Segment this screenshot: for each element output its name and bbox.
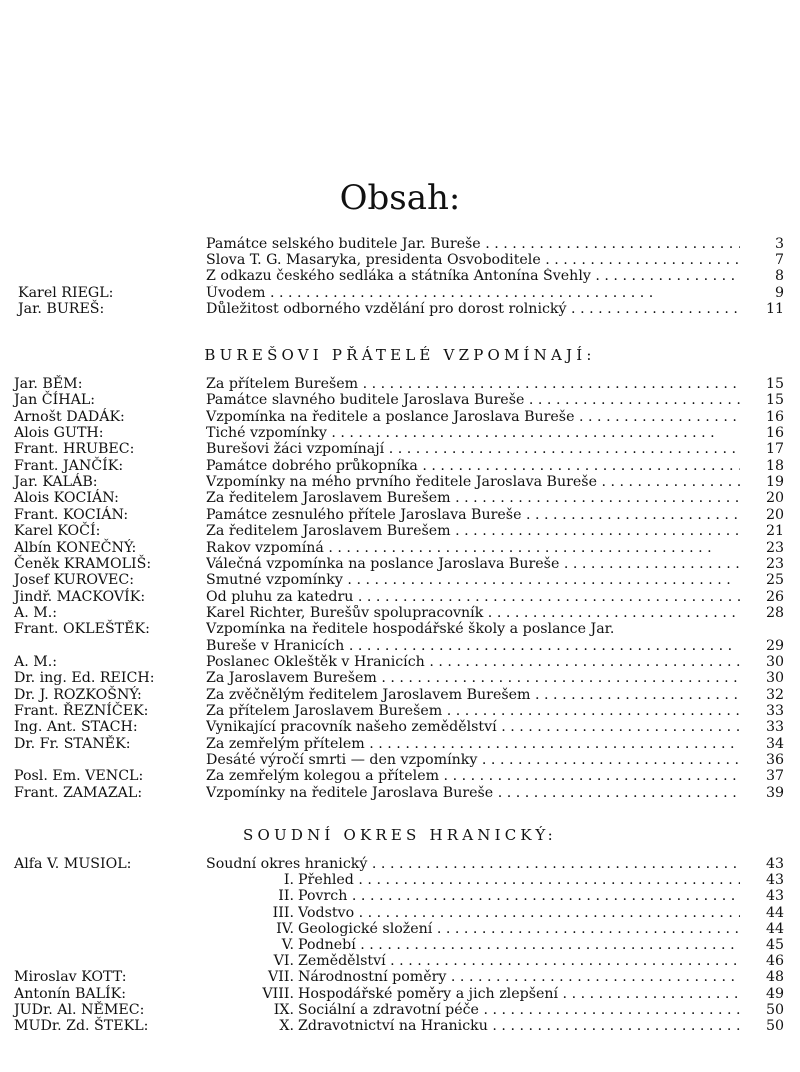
toc-row [0, 589, 800, 605]
toc-entry-title [206, 474, 740, 490]
toc-row [0, 969, 800, 985]
toc-page-number: 16 [765, 408, 784, 425]
toc-entry-title [206, 490, 740, 506]
toc-entry-title [206, 719, 740, 735]
toc-entry-text: Vynikající pracovník našeho zemědělství [206, 719, 497, 736]
toc-page-number: 34 [765, 735, 784, 752]
toc-entry-text: Památce slavného buditele Jaroslava Bureše [206, 392, 525, 409]
toc-row [0, 441, 800, 457]
toc-entry-title [206, 654, 740, 670]
toc-entry-title [206, 376, 740, 392]
toc-leader-dots [591, 268, 740, 284]
toc-leader-dots [481, 236, 740, 252]
toc-leader-dots [497, 719, 740, 735]
toc-page-number: 20 [765, 506, 784, 523]
toc-entry-title [206, 785, 740, 801]
toc-leader-dots [425, 654, 740, 670]
toc-entry-text: Přehled [298, 872, 354, 889]
toc-page-number: 49 [765, 985, 784, 1002]
toc-author: Jar. BUREŠ: [18, 300, 105, 317]
toc-entry-title [206, 572, 740, 588]
toc-entry-title [206, 523, 740, 539]
toc-leader-dots [483, 605, 740, 621]
toc-entry-text: Karel Richter, Burešův spolupracovník [206, 604, 484, 621]
toc-entry-text: Vodstvo [298, 904, 355, 921]
toc-leader-dots [377, 670, 740, 686]
toc-entry-text: Desáté výročí smrti — den vzpomínky [206, 752, 478, 769]
toc-entry-title [206, 703, 740, 719]
toc-entry-title [206, 856, 740, 872]
toc-page-number: 43 [765, 872, 784, 889]
toc-entry-title [298, 905, 740, 921]
toc-page-number: 32 [765, 686, 784, 703]
toc-entry-text: Za ředitelem Jaroslavem Burešem [206, 523, 451, 540]
toc-leader-dots [446, 969, 740, 985]
toc-leader-dots [324, 540, 712, 556]
toc-entry-text: Rakov vzpomíná [206, 539, 324, 556]
toc-leader-dots [477, 752, 740, 768]
toc-entry-text: Poslanec Okleštěk v Hranicích [206, 653, 425, 670]
toc-row [0, 252, 800, 268]
toc-author: Jar. KALÁB: [14, 474, 98, 491]
toc-entry-text: Za Jaroslavem Burešem [206, 670, 377, 687]
toc-row [0, 392, 800, 408]
toc-entry-text: Válečná vzpomínka na poslance Jaroslava Bureše [206, 555, 560, 572]
toc-entry-title [298, 937, 740, 953]
toc-entry-title [206, 621, 740, 637]
toc-page-number: 36 [765, 752, 784, 769]
toc-entry-title [298, 1018, 740, 1034]
toc-page-number: 25 [765, 572, 784, 589]
toc-page-number: 43 [765, 856, 784, 872]
toc-page-number: 43 [765, 888, 784, 905]
section-heading-bures-friends: BUREŠOVI PŘÁTELÉ VZPOMÍNAJÍ: [204, 346, 596, 364]
toc-page-number: 3 [774, 236, 784, 252]
toc-entry-text: Podnebí [298, 937, 356, 953]
toc-leader-dots [367, 856, 740, 872]
toc-roman-numeral: VIII. [262, 985, 294, 1002]
toc-author: Miroslav KOTT: [14, 969, 127, 986]
toc-row [0, 905, 800, 921]
toc-page-number: 33 [765, 719, 784, 736]
toc-leader-dots [558, 986, 740, 1002]
toc-row [0, 507, 800, 523]
toc-page-number: 50 [765, 1001, 784, 1018]
toc-page-number: 8 [774, 268, 784, 285]
toc-page-number: 9 [774, 284, 784, 301]
toc-page-number: 30 [765, 653, 784, 670]
toc-entry-text: Povrch [298, 888, 348, 905]
toc-entry-text: Bureše v Hranicích [206, 637, 345, 654]
toc-entry-title [206, 507, 740, 523]
toc-roman-numeral: VII. [268, 969, 294, 986]
section-heading-hranice-district: SOUDNÍ OKRES HRANICKÝ: [243, 826, 557, 844]
toc-entry-title [206, 285, 740, 301]
toc-row [0, 376, 800, 392]
toc-author: Frant. HRUBEC: [14, 441, 135, 458]
toc-leader-dots [353, 589, 740, 605]
toc-entry-text: Za ředitelem Jaroslavem Burešem [206, 490, 451, 507]
toc-leader-dots [347, 888, 735, 904]
toc-roman-numeral: V. [281, 937, 294, 953]
toc-leader-dots [365, 736, 740, 752]
toc-row [0, 703, 800, 719]
toc-entry-title [206, 589, 740, 605]
toc-entry-title [298, 1002, 740, 1018]
page-title: Obsah: [339, 178, 461, 218]
toc-row [0, 285, 800, 301]
toc-leader-dots [575, 409, 741, 425]
toc-row [0, 1002, 800, 1018]
toc-entry-text: Za zemřelým kolegou a přítelem [206, 768, 440, 785]
toc-entry-text: Smutné vzpomínky [206, 572, 343, 589]
toc-page-number: 26 [765, 588, 784, 605]
toc-entry-text: Za přítelem Jaroslavem Burešem [206, 703, 443, 719]
toc-author: MUDr. Zd. ŠTEKL: [14, 1018, 149, 1034]
toc-entry-title [206, 301, 740, 317]
toc-roman-numeral: I. [283, 872, 294, 889]
toc-leader-dots [384, 441, 740, 457]
toc-page-number: 17 [765, 441, 784, 458]
toc-row [0, 621, 800, 637]
toc-leader-dots [439, 768, 740, 784]
toc-author: Čeněk KRAMOLIŠ: [14, 555, 152, 572]
toc-entry-title [206, 252, 740, 268]
toc-leader-dots [386, 953, 740, 969]
toc-entry-title [298, 953, 740, 969]
toc-entry-title [206, 425, 740, 441]
toc-leader-dots [358, 376, 740, 392]
toc-leader-dots [327, 425, 715, 441]
toc-author: Albín KONEČNÝ: [14, 539, 137, 556]
toc-roman-numeral: X. [279, 1018, 294, 1034]
toc-author: Karel RIEGL: [18, 284, 114, 301]
toc-entry-title [206, 458, 740, 474]
toc-leader-dots [479, 1002, 740, 1018]
toc-author: Frant. KOCIÁN: [14, 506, 129, 523]
toc-entry-title [206, 556, 740, 572]
toc-author: Antonín BALÍK: [14, 985, 127, 1002]
toc-row [0, 409, 800, 425]
toc-entry-title [298, 986, 740, 1002]
toc-entry-title [206, 687, 740, 703]
toc-row [0, 736, 800, 752]
toc-page-number: 28 [765, 604, 784, 621]
toc-entry-text: Vzpomínka na ředitele hospodářské školy a poslance Jar. [206, 621, 615, 638]
toc-leader-dots [418, 458, 740, 474]
toc-leader-dots [597, 474, 740, 490]
toc-page-number: 50 [765, 1018, 784, 1034]
toc-entry-text: Geologické složení [298, 920, 433, 937]
toc-author: A. M.: [14, 604, 58, 621]
toc-entry-title [206, 736, 740, 752]
toc-roman-numeral: II. [278, 888, 294, 905]
toc-row [0, 785, 800, 801]
toc-leader-dots [451, 490, 740, 506]
toc-row [0, 670, 800, 686]
toc-author: Alfa V. MUSIOL: [14, 856, 132, 872]
toc-roman-numeral: IX. [273, 1001, 294, 1018]
toc-entry-text: Burešovi žáci vzpomínají [206, 441, 385, 458]
toc-author: Jindř. MACKOVÍK: [14, 588, 146, 605]
toc-entry-title [206, 752, 740, 768]
toc-author: Dr. Fr. STANĚK: [14, 735, 131, 752]
toc-page-number: 21 [765, 523, 784, 540]
toc-leader-dots [524, 392, 740, 408]
toc-row [0, 556, 800, 572]
toc-entry-text: Vzpomínky na mého prvního ředitele Jaroslava Bureše [206, 474, 597, 491]
toc-roman-numeral: VI. [273, 953, 294, 970]
toc-row [0, 572, 800, 588]
toc-entry-title [298, 872, 740, 888]
toc-leader-dots [432, 921, 740, 937]
toc-page-number: 44 [765, 920, 784, 937]
toc-row [0, 872, 800, 888]
toc-row [0, 425, 800, 441]
toc-row [0, 301, 800, 317]
toc-row [0, 236, 800, 252]
toc-leader-dots [559, 556, 740, 572]
toc-leader-dots [493, 785, 740, 801]
toc-leader-dots [541, 252, 740, 268]
toc-leader-dots [356, 937, 740, 953]
toc-entry-text: Hospodářské poměry a jich zlepšení [298, 985, 559, 1002]
toc-author: Karel KOČÍ: [14, 523, 101, 540]
toc-entry-text: Od pluhu za katedru [206, 588, 354, 605]
toc-entry-title [206, 605, 740, 621]
toc-entry-text: Soudní okres hranický [206, 856, 368, 872]
toc-entry-text: Památce zesnulého přítele Jaroslava Bureše [206, 506, 522, 523]
toc-leader-dots [488, 1018, 740, 1034]
toc-author: Frant. OKLEŠTĚK: [14, 621, 150, 638]
toc-leader-dots [265, 285, 653, 301]
toc-author: Arnošt DADÁK: [14, 408, 125, 425]
toc-row [0, 687, 800, 703]
toc-author: Frant. ŘEZNÍČEK: [14, 703, 149, 719]
toc-author: Ing. Ant. STACH: [14, 719, 138, 736]
toc-entry-text: Slova T. G. Masaryka, presidenta Osvoboditele [206, 252, 541, 269]
toc-entry-text: Národnostní poměry [298, 969, 447, 986]
toc-row [0, 458, 800, 474]
toc-leader-dots [567, 301, 740, 317]
toc-page-number: 39 [765, 784, 784, 801]
toc-row [0, 638, 800, 654]
toc-entry-text: Za zvěčnělým ředitelem Jaroslavem Burešem [206, 686, 531, 703]
toc-row [0, 268, 800, 284]
toc-entry-text: Památce selského buditele Jar. Bureše [206, 236, 481, 252]
toc-entry-title [298, 969, 740, 985]
toc-row [0, 768, 800, 784]
toc-page-number: 11 [765, 300, 784, 317]
toc-author: Josef KUROVEC: [14, 572, 135, 589]
toc-leader-dots [531, 687, 741, 703]
toc-page-number: 48 [765, 969, 784, 986]
toc-page-number: 19 [765, 474, 784, 491]
toc-row [0, 523, 800, 539]
toc-roman-numeral: IV. [276, 920, 294, 937]
toc-author: Alois KOCIÁN: [14, 490, 119, 507]
toc-author: Dr. ing. Ed. REICH: [14, 670, 155, 687]
toc-leader-dots [354, 905, 740, 921]
toc-entry-title [206, 268, 740, 284]
toc-author: Frant. ZAMAZAL: [14, 784, 143, 801]
toc-entry-title [206, 236, 740, 252]
toc-row [0, 605, 800, 621]
toc-entry-title [206, 540, 740, 556]
toc-entry-text: Za zemřelým přítelem [206, 735, 365, 752]
toc-leader-dots [521, 507, 740, 523]
toc-entry-text: Úvodem [206, 284, 266, 301]
toc-page-number: 23 [765, 555, 784, 572]
toc-entry-text: Z odkazu českého sedláka a státníka Antonína Švehly [206, 268, 591, 285]
toc-leader-dots [442, 703, 740, 719]
toc-author: Jar. BĚM: [14, 376, 83, 392]
toc-page-number: 23 [765, 539, 784, 556]
toc-page-number: 44 [765, 904, 784, 921]
toc-author: Alois GUTH: [14, 425, 104, 442]
toc-entry-title [206, 392, 740, 408]
toc-page-number: 46 [765, 953, 784, 970]
toc-page-number: 15 [765, 392, 784, 409]
toc-entry-text: Důležitost odborného vzdělání pro dorost rolnický [206, 300, 567, 317]
toc-page-number: 33 [765, 703, 784, 719]
toc-entry-text: Vzpomínka na ředitele a poslance Jaroslava Bureše [206, 408, 575, 425]
toc-entry-text: Vzpomínky na ředitele Jaroslava Bureše [206, 784, 494, 801]
toc-leader-dots [344, 638, 732, 654]
toc-entry-text: Zdravotnictví na Hranicku [298, 1018, 488, 1034]
toc-entry-title [298, 888, 740, 904]
toc-row [0, 654, 800, 670]
toc-entry-title [206, 441, 740, 457]
toc-row [0, 540, 800, 556]
toc-roman-numeral: III. [272, 904, 294, 921]
toc-row [0, 888, 800, 904]
toc-row [0, 752, 800, 768]
toc-entry-title [206, 409, 740, 425]
toc-leader-dots [343, 572, 731, 588]
toc-row [0, 474, 800, 490]
toc-page-number: 20 [765, 490, 784, 507]
toc-row [0, 921, 800, 937]
toc-row [0, 986, 800, 1002]
toc-row [0, 856, 800, 872]
toc-entry-text: Zemědělství [298, 953, 386, 970]
toc-leader-dots [451, 523, 740, 539]
toc-author: Jan ČÍHAL: [14, 392, 96, 409]
toc-entry-text: Sociální a zdravotní péče [298, 1001, 479, 1018]
toc-page-number: 37 [765, 768, 784, 785]
toc-page-number: 30 [765, 670, 784, 687]
toc-page-number: 16 [765, 425, 784, 442]
toc-leader-dots [354, 872, 740, 888]
toc-page-number: 15 [765, 376, 784, 392]
toc-row [0, 719, 800, 735]
toc-entry-title [206, 670, 740, 686]
toc-entry-title [206, 768, 740, 784]
toc-page-number: 18 [765, 457, 784, 474]
toc-entry-title [206, 638, 740, 654]
toc-author: Posl. Em. VENCL: [14, 768, 144, 785]
toc-entry-title [298, 921, 740, 937]
toc-page-number: 45 [765, 937, 784, 953]
toc-author: Dr. J. ROZKOŠNÝ: [14, 686, 142, 703]
toc-entry-text: Za přítelem Burešem [206, 376, 359, 392]
toc-author: Frant. JANČÍK: [14, 457, 124, 474]
toc-entry-text: Památce dobrého průkopníka [206, 457, 418, 474]
toc-page-number: 29 [765, 637, 784, 654]
toc-row [0, 1018, 800, 1034]
toc-author: JUDr. Al. NĚMEC: [14, 1001, 145, 1018]
toc-page-number: 7 [774, 252, 784, 269]
toc-row [0, 490, 800, 506]
toc-row [0, 953, 800, 969]
toc-author: A. M.: [14, 653, 58, 670]
toc-entry-text: Tiché vzpomínky [206, 425, 327, 442]
toc-row [0, 937, 800, 953]
